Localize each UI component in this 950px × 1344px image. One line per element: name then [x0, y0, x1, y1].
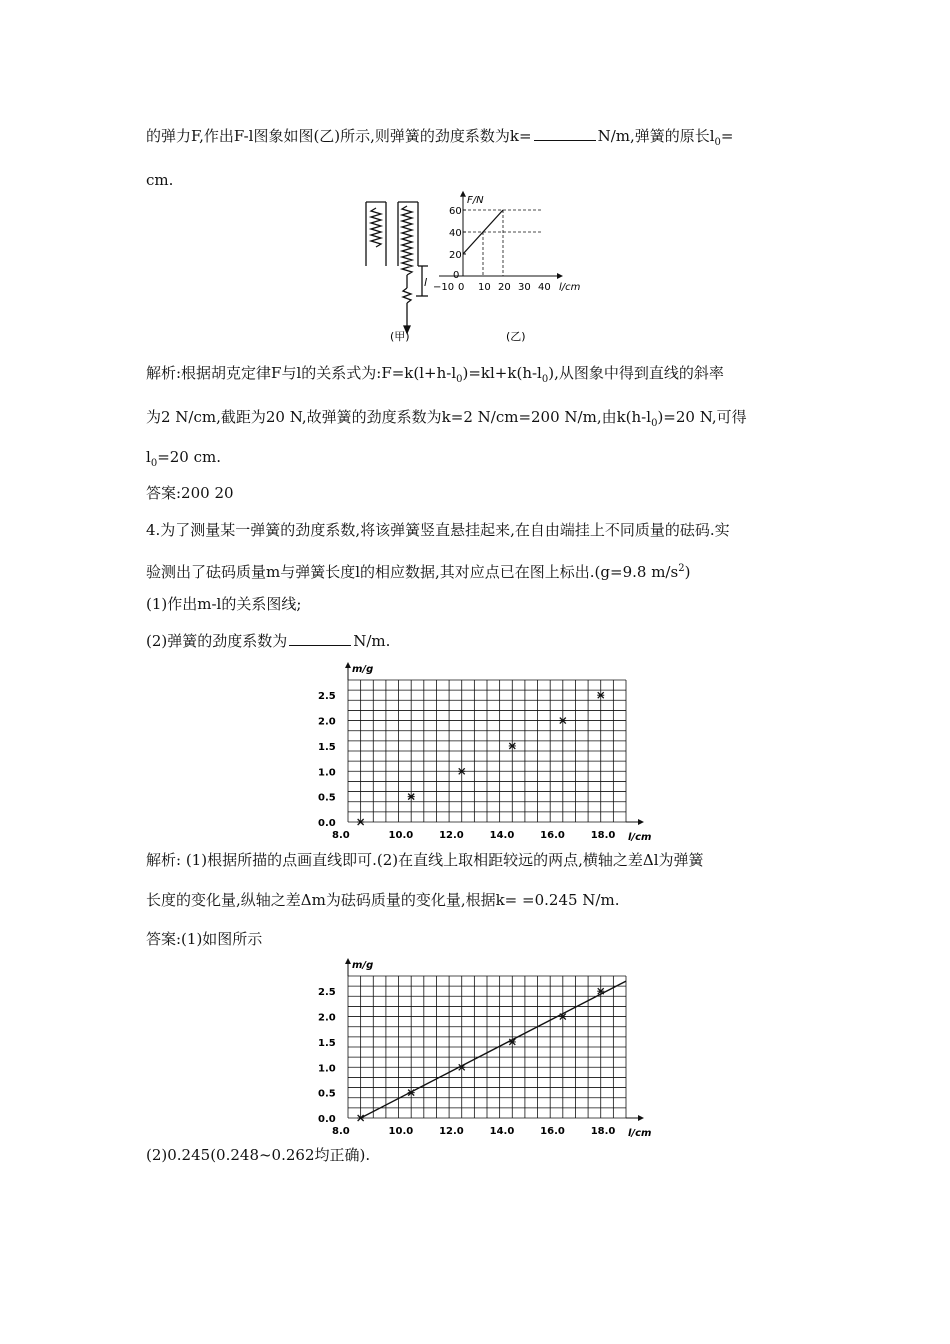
y-tick-label: 0.5 [318, 1088, 336, 1100]
q3-analysis-sub3: 0 [651, 418, 658, 429]
q3-text-a: 的弹力F,作出F-l图象如图(乙)所示,则弹簧的劲度系数为k= [146, 127, 532, 145]
y-tick-label: 20 [449, 250, 462, 261]
answer-blank-k [534, 126, 596, 141]
y-axis-arrow [460, 191, 466, 197]
x-axis-label: l/cm [559, 282, 581, 293]
y-tick-label: 0.5 [318, 792, 336, 804]
q3-analysis-3a: l [146, 448, 151, 466]
origin-label: 0 [453, 270, 460, 281]
x-axis-arrow [638, 819, 644, 825]
x-axis-label: l/cm [628, 1128, 652, 1139]
q3-analysis-2a: 为2 N/cm,截距为20 N,故弹簧的劲度系数为k=2 N/cm=200 N/m,由k(h-l [146, 408, 652, 426]
q4-answer-1: 答案:(1)如图所示 [146, 930, 263, 948]
x-tick-label: −10 [433, 282, 455, 293]
x-tick-label: 16.0 [540, 830, 565, 841]
x-tick-label: 0 [458, 282, 465, 293]
q4-analysis-line-2: 长度的变化量,纵轴之差Δm为砝码质量的变化量,根据k= =0.245 N/m. [146, 891, 620, 909]
q4-answer-2: (2)0.245(0.248~0.262均正确). [146, 1146, 371, 1164]
y-tick-label: 2.0 [318, 716, 336, 728]
x-axis-arrow [638, 1115, 644, 1121]
q3-question-line-2: cm. [146, 171, 174, 189]
q3-analysis-1a: 解析:根据胡克定律F与l的关系式为:F=k(l+h-l [146, 364, 457, 382]
x-tick-label: 16.0 [540, 1126, 565, 1137]
x-tick-label: 12.0 [439, 1126, 464, 1137]
y-tick-label: 2.5 [318, 987, 336, 999]
q3-analysis-sub1: 0 [456, 374, 463, 385]
f-l-graph [433, 191, 581, 293]
q3-analysis-line-2 [146, 407, 747, 434]
y-axis-arrow [345, 662, 351, 668]
y-tick-label: 1.0 [318, 767, 336, 779]
x-tick-label: 18.0 [590, 1126, 616, 1137]
y-tick-label: 60 [449, 206, 462, 217]
answer-blank-k2 [289, 631, 351, 646]
x-axis-label: l/cm [628, 832, 652, 843]
y-tick-label: 2.5 [318, 691, 336, 703]
q4-item2-a: (2)弹簧的劲度系数为 [146, 632, 288, 650]
q3-analysis-3b: =20 cm. [157, 448, 222, 466]
x-tick-label: 10.0 [388, 830, 414, 841]
x-tick-label: 14.0 [489, 830, 515, 841]
q3-analysis-2b: )=20 N,可得 [657, 408, 747, 426]
m-l-scatter-chart [314, 660, 652, 843]
x-tick-label: 10 [478, 282, 491, 293]
y-tick-label: 1.0 [318, 1063, 336, 1075]
x-tick-label: 12.0 [439, 830, 464, 841]
q3-analysis-line-3 [146, 447, 221, 474]
x-tick-label: 8.0 [332, 830, 350, 841]
y-tick-label: 40 [449, 228, 462, 239]
y-axis-label: m/g [352, 960, 374, 971]
label-yi: (乙) [506, 330, 526, 343]
y-tick-label: 2.0 [318, 1012, 336, 1024]
q3-analysis-line-1 [146, 363, 724, 390]
q4-item-2 [146, 631, 390, 651]
q4-line2-b: ) [684, 563, 691, 581]
q4-item2-b: N/m. [353, 632, 391, 650]
x-tick-label: 10.0 [388, 1126, 414, 1137]
x-axis-arrow [557, 273, 563, 279]
y-axis-label: m/g [352, 664, 374, 675]
q3-text-c: = [720, 127, 734, 145]
y-axis-arrow [345, 958, 351, 964]
x-tick-label: 30 [518, 282, 531, 293]
spring-figure [360, 196, 600, 346]
x-tick-label: 14.0 [489, 1126, 515, 1137]
q3-analysis-sub2: 0 [541, 374, 549, 385]
y-tick-label: 1.5 [318, 1037, 336, 1049]
label-jia: (甲) [390, 330, 410, 343]
q4-line2-a: 验测出了砝码质量m与弹簧长度l的相应数据,其对应点已在图上标出.(g=9.8 m/s [146, 563, 679, 581]
q4-question-line-2 [146, 559, 690, 582]
q3-analysis-1b: )=kl+k(h-l [462, 364, 542, 382]
x-tick-label: 20 [498, 282, 511, 293]
y-axis-label: F/N [467, 194, 484, 206]
q4-analysis-line-1: 解析: (1)根据所描的点画直线即可.(2)在直线上取相距较远的两点,横轴之差Δl为弹簧 [146, 851, 704, 869]
y-tick-label: 1.5 [318, 741, 336, 753]
spring-label-l: l [424, 276, 428, 289]
x-tick-label: 8.0 [332, 1126, 350, 1137]
q3-text-b: N/m,弹簧的原长l [597, 127, 715, 145]
y-tick-label: 0.0 [318, 1114, 336, 1125]
q4-item-1: (1)作出m-l的关系图线; [146, 595, 302, 613]
spring-diagram-jia [366, 202, 428, 333]
q3-subscript: 0 [714, 137, 721, 148]
q4-line2-sup: 2 [678, 563, 685, 574]
y-tick-label: 0.0 [318, 818, 336, 829]
x-tick-label: 18.0 [590, 830, 616, 841]
x-tick-label: 40 [538, 282, 551, 293]
q3-question-line-1 [146, 126, 734, 153]
q4-question-line-1: 4.为了测量某一弹簧的劲度系数,将该弹簧竖直悬挂起来,在自由端挂上不同质量的砝码.实 [146, 521, 730, 539]
q3-analysis-sub4: 0 [150, 458, 158, 469]
q3-answer: 答案:200 20 [146, 484, 234, 502]
m-l-fit-chart [314, 956, 652, 1139]
q3-analysis-1c: ),从图象中得到直线的斜率 [548, 364, 724, 382]
